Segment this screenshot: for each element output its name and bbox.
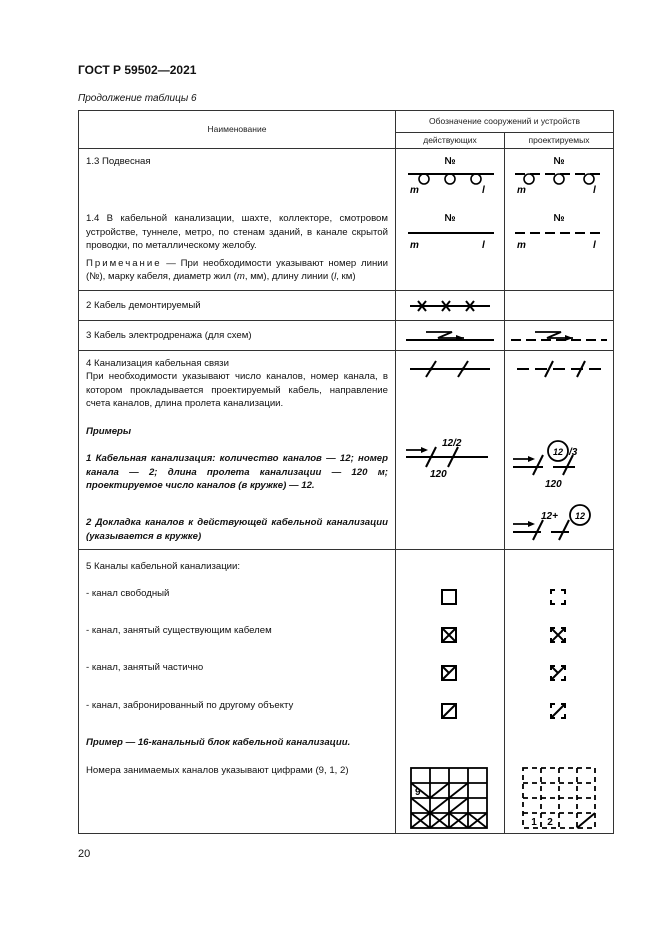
table-continuation-label: Продолжение таблицы 6 [78, 93, 197, 104]
electrodrainage-cable-projected-symbol [505, 326, 614, 346]
duct-channels-projected-symbols [505, 550, 614, 832]
duct-channels-existing-symbols [396, 550, 505, 832]
line-number-label: № [553, 213, 565, 224]
row-5-title: 5 Каналы кабельной канализации: [86, 561, 241, 573]
channel-number-label: 9 [415, 787, 421, 799]
channel-number-label: 1 [531, 817, 537, 829]
row-4-existing [396, 351, 505, 550]
designations-table [78, 110, 614, 834]
l-label: l [482, 185, 485, 196]
row-5-occupied: - канал, занятый существующим кабелем [86, 625, 272, 637]
row-4-projected [505, 351, 614, 550]
header-existing: действующих [396, 133, 505, 149]
l-label: l [593, 185, 596, 196]
row-1-3-1-4-projected [505, 149, 614, 291]
row-5-example: Пример — 16-канальный блок кабельной канализации. [86, 737, 351, 749]
row-2-projected [505, 291, 614, 321]
row-4-title: 4 Канализация кабельная связи [86, 358, 229, 369]
row-3-projected [505, 321, 614, 351]
row-5-partial: - канал, занятый частично [86, 662, 204, 674]
row-1-4-note: Примечание — При необходимости указывают номер линии (№), марку кабеля, диаметр жил (m, мм), длину линии (l, км) [86, 257, 388, 283]
m-label: m [517, 185, 526, 196]
row-1-4-label: 1.4 В кабельной канализации, шахте, коллекторе, смотровом устройстве, туннеле, метро, по стенам зданий, в канале скрытой проводки, по металлическому желобу. [86, 213, 388, 252]
duct-length-label: 120 [545, 479, 562, 490]
cable-duct-projected-symbols [505, 351, 614, 547]
duct-length-label: 120 [430, 469, 447, 480]
page-number: 20 [78, 848, 91, 860]
row-3-existing [396, 321, 505, 351]
suspended-line-projected-symbol [505, 149, 614, 289]
document-header: ГОСТ Р 59502—2021 [78, 63, 197, 77]
row-4-examples: Примеры [86, 425, 132, 437]
row-4-text: При необходимости указывают число каналов, номер канала, в котором прокладывается проектируемый кабель, направление счета каналов, длина пролета канализации. [86, 371, 388, 410]
header-projected: проектируемых [505, 133, 614, 149]
row-1-3-1-4-existing [396, 149, 505, 291]
channel-number-label: 2 [547, 817, 553, 829]
row-1-3-label: 1.3 Подвесная [86, 156, 151, 167]
header-name: Наименование [79, 111, 396, 149]
electrodrainage-cable-symbol [396, 326, 505, 346]
row-5-projected [505, 550, 614, 834]
row-5-free: - канал свободный [86, 587, 170, 599]
line-number-label: № [553, 156, 565, 167]
row-5-name [79, 550, 396, 834]
row-5-existing [396, 550, 505, 834]
m-label: m [410, 185, 419, 196]
row-4-example-1: 1 Кабельная канализация: количество каналов — 12; номер канала — 2; длина пролета канализации — 120 м; проектируемое число каналов (в кружке) — 12. [86, 453, 388, 491]
row-4-name [79, 351, 396, 550]
duct-number-label: /3 [569, 447, 578, 458]
added-ducts-label: 12+ [541, 511, 558, 522]
row-3-name: 3 Кабель электродренажа (для схем) [79, 321, 396, 351]
line-number-label: № [444, 213, 456, 224]
row-1-3-1-4-name [79, 149, 396, 291]
circled-count-label: 12 [574, 511, 586, 521]
m-label: m [410, 240, 419, 251]
l-label: l [593, 240, 596, 251]
row-5-numbers: Номера занимаемых каналов указывают цифрами (9, 1, 2) [86, 764, 349, 776]
m-label: m [517, 240, 526, 251]
projected-count-label: 12 [552, 447, 564, 457]
row-5-reserved: - канал, забронированный по другому объекту [86, 699, 294, 711]
suspended-line-existing-symbol [396, 149, 505, 289]
line-number-label: № [444, 156, 456, 167]
l-label: l [482, 240, 485, 251]
row-4-example-2: 2 Докладка каналов к действующей кабельной канализации (указывается в кружке) [86, 517, 388, 542]
cable-duct-existing-symbols [396, 351, 505, 547]
dismantled-cable-symbol [396, 296, 505, 316]
duct-count-label: 12/2 [442, 438, 462, 449]
row-2-existing [396, 291, 505, 321]
row-2-name: 2 Кабель демонтируемый [79, 291, 396, 321]
header-designation: Обозначение сооружений и устройств [396, 111, 614, 133]
